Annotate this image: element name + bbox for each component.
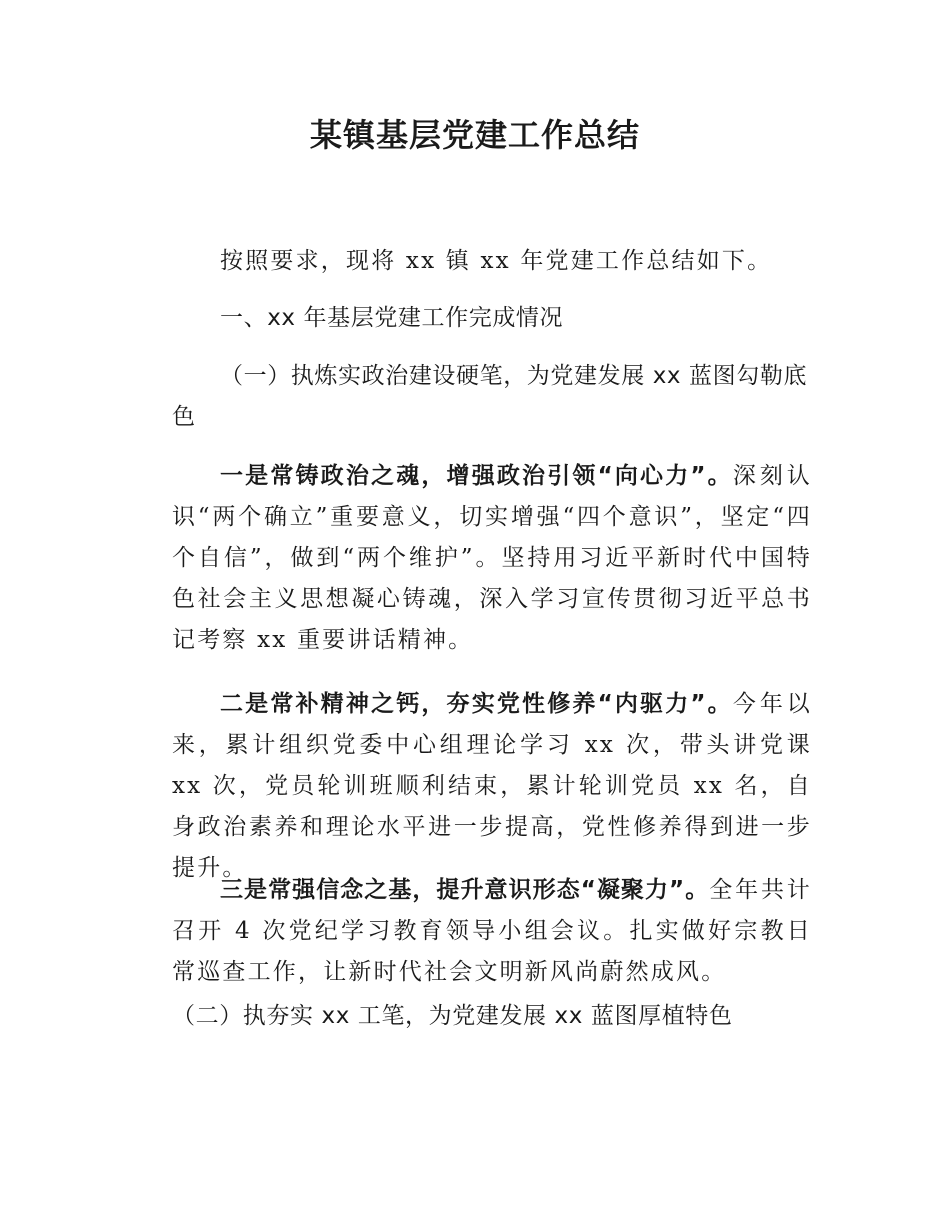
- intro-paragraph: 按照要求，现将 xx 镇 xx 年党建工作总结如下。: [220, 248, 773, 274]
- paragraph-1: [172, 456, 812, 661]
- paragraph-3-lead: 三是常强信念之基，提升意识形态“凝聚力”。: [220, 877, 710, 903]
- section-heading-1: 一、xx 年基层党建工作完成情况: [220, 305, 564, 331]
- paragraph-2-body: 今年以来，累计组织党委中心组理论学习 xx 次，带头讲党课 xx 次，党员轮训班顺利结束，累计轮训党员 xx 名，自身政治素养和理论水平进一步提高，党性修养得到进一步提升。: [172, 691, 812, 881]
- paragraph-2: [172, 684, 812, 889]
- paragraph-1-body: 深刻认识“两个确立”重要意义，切实增强“四个意识”，坚定“四个自信”，做到“两个维护”。坚持用习近平新时代中国特色社会主义思想凝心铸魂，深入学习宣传贯彻习近平总书记考察 xx 重要讲话精神。: [172, 463, 812, 653]
- paragraph-2-lead: 二是常补精神之钙，夯实党性修养“内驱力”。: [220, 691, 733, 717]
- paragraph-3: [172, 870, 812, 993]
- subsection-heading-2: （二）执夯实 xx 工笔，为党建发展 xx 蓝图厚植特色: [172, 1003, 733, 1029]
- paragraph-3-body: 全年共计召开 4 次党纪学习教育领导小组会议。扎实做好宗教日常巡查工作，让新时代社会文明新风尚蔚然成风。: [172, 877, 812, 985]
- document-title: 某镇基层党建工作总结: [309, 116, 640, 154]
- paragraph-1-lead: 一是常铸政治之魂，增强政治引领“向心力”。: [220, 463, 733, 489]
- subsection-heading-1: （一）执炼实政治建设硬笔，为党建发展 xx 蓝图勾勒底色: [172, 363, 808, 430]
